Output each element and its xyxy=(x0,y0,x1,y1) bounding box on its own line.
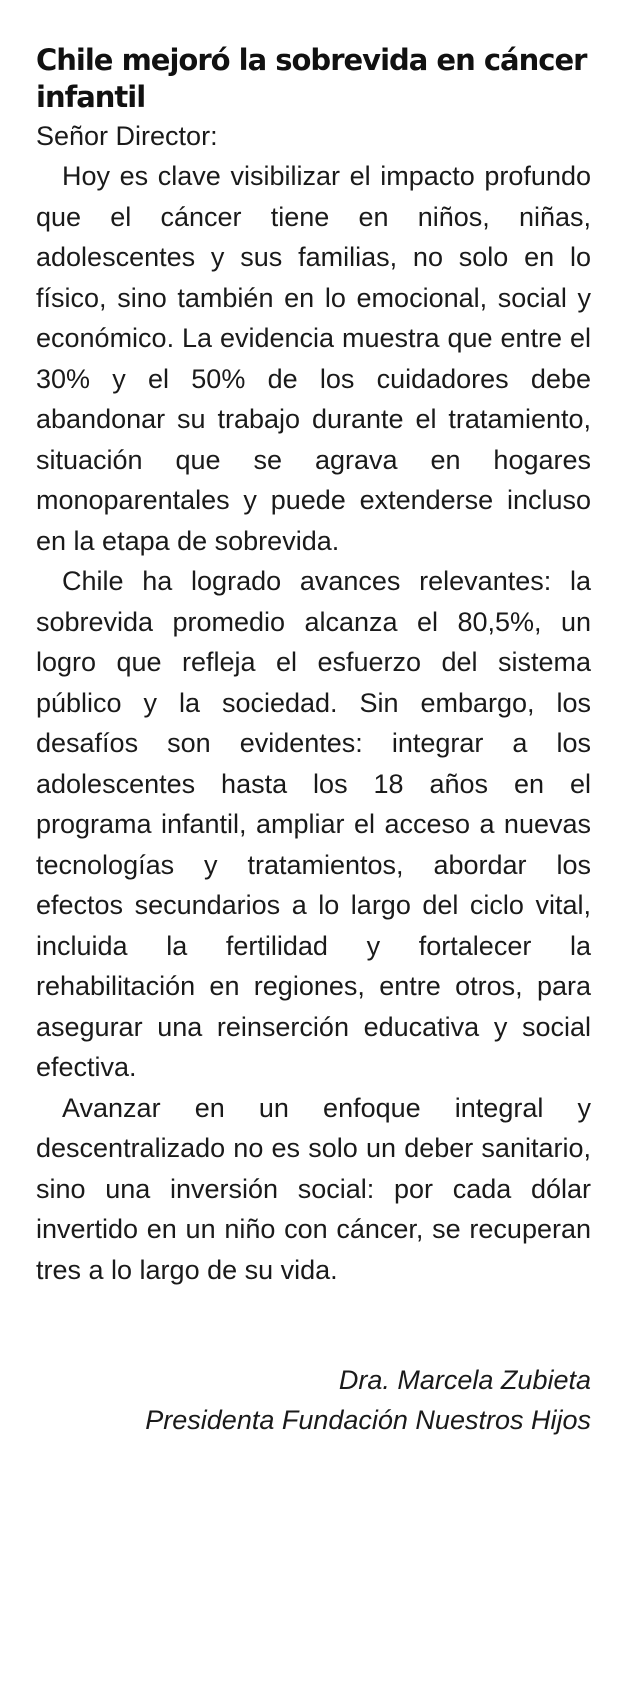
letter-headline: Chile mejoró la sobrevida en cáncer infantil xyxy=(36,43,587,114)
letter-paragraph-2: Chile ha logrado avances relevantes: la sobrevida promedio alcanza el 80,5%, un logro que refleja el esfuerzo del sistema público y la sociedad. Sin embargo, los desafíos son evidentes: integrar a los adolescentes hasta los 18 años en el programa infantil, ampliar el acceso a nuevas tecnologías y tratamientos, abordar los efectos secundarios a lo largo del ciclo vital, incluida la fertilidad y fortalecer la rehabilitación en regiones, entre otros, para asegurar una reinserción educativa y social efectiva. xyxy=(36,566,591,1082)
signature-name: Dra. Marcela Zubieta xyxy=(338,1365,591,1395)
letter-to-editor xyxy=(36,42,591,1440)
letter-salutation: Señor Director: xyxy=(36,121,218,151)
letter-paragraph-1: Hoy es clave visibilizar el impacto profundo que el cáncer tiene en niños, niñas, adolescentes y sus familias, no solo en lo físico, sino también en lo emocional, social y económico. La evidencia muestra que entre el 30% y el 50% de los cuidadores debe abandonar su trabajo durante el tratamiento, situación que se agrava en hogares monoparentales y puede extenderse incluso en la etapa de sobrevida. xyxy=(36,161,591,556)
letter-paragraph-3: Avanzar en un enfoque integral y descentralizado no es solo un deber sanitario, sino una inversión social: por cada dólar invertido en un niño con cáncer, se recuperan tres a lo largo de su vida. xyxy=(36,1092,591,1285)
letter-signature xyxy=(36,1360,591,1440)
signature-role: Presidenta Fundación Nuestros Hijos xyxy=(145,1405,591,1435)
